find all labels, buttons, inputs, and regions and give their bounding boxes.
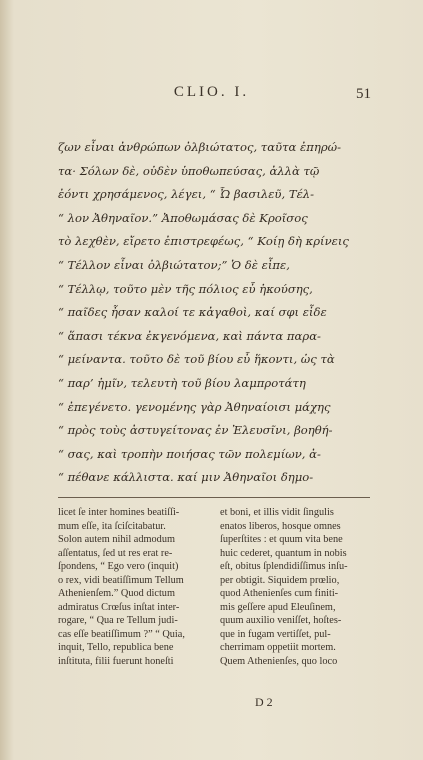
greek-line: “ ἐπεγένετο. γενομένης γὰρ Ἀθηναίοισι μάχης xyxy=(58,399,331,414)
latin-line: ſuperſtites : et quum vita bene xyxy=(220,534,343,545)
greek-text-block xyxy=(58,136,370,490)
greek-line: ἐόντι χρησάμενος, λέγει, “ Ὦ βασιλεῦ, Τέλ- xyxy=(58,187,315,202)
latin-line: inſtituta, filii fuerunt honeſti xyxy=(58,655,174,667)
greek-line: ζων εἶναι ἀνθρώπων ὀλβιώτατος, ταῦτα ἐπηρώ- xyxy=(58,140,342,154)
greek-line: τα· Σόλων δὲ, οὐδὲν ὑποθωπεύσας, ἀλλὰ τῷ xyxy=(58,163,320,178)
greek-line: “ ἅπασι τέκνα ἐκγενόμενα, καὶ πάντα παρα- xyxy=(58,328,321,343)
page-number: 51 xyxy=(356,86,371,102)
greek-line: “ μείναντα. τοῦτο δὲ τοῦ βίου εὖ ἥκοντι, ὡς τὰ xyxy=(58,352,335,367)
signature-mark: D 2 xyxy=(255,695,273,709)
page-header xyxy=(0,84,423,108)
greek-line: τὸ λεχθὲν, εἴρετο ἐπιστρεφέως, “ Κοίῃ δὴ κρίνεις xyxy=(58,234,349,249)
greek-line: “ Τέλλῳ, τοῦτο μὲν τῆς πόλιος εὖ ἡκούσης, xyxy=(58,281,313,296)
latin-line: cherrimam oppetiit mortem. xyxy=(220,642,336,653)
latin-line: et boni, et illis vidit ſingulis xyxy=(220,507,334,518)
latin-line: quum auxilio veniſſet, hoſtes- xyxy=(220,615,342,626)
greek-line: “ παῖδες ἦσαν καλοί τε κἀγαθοὶ, καί σφι εἶδε xyxy=(58,305,327,320)
latin-line: mum eſſe, ita ſciſcitabatur. xyxy=(58,520,166,532)
latin-line: admiratus Crœſus inſtat inter- xyxy=(58,601,180,613)
latin-line: rogare, “ Qua re Tellum judi- xyxy=(58,615,178,626)
latin-line: inquit, Tello, republica bene xyxy=(58,642,174,653)
greek-line: “ Τέλλον εἶναι ὀλβιώτατον;” Ὁ δὲ εἶπε, xyxy=(58,257,290,272)
latin-line: ſpondens, “ Ego vero (inquit) xyxy=(58,561,179,572)
latin-line: Athenienſem.” Quod dictum xyxy=(58,588,175,599)
running-title: CLIO. I. xyxy=(173,84,250,100)
greek-line: “ λον Ἀθηναῖον.” Ἀποθωμάσας δὲ Κροῖσος xyxy=(58,210,308,225)
latin-line: aſſentatus, ſed ut res erat re- xyxy=(58,547,173,559)
greek-line: “ παρ’ ἡμῖν, τελευτὴ τοῦ βίου λαμπροτάτη xyxy=(58,375,306,390)
latin-translation xyxy=(58,506,370,668)
latin-line: Quem Athenienſes, quo loco xyxy=(220,655,338,667)
latin-line: o rex, vidi beatiſſimum Tellum xyxy=(58,574,184,586)
latin-line: licet ſe inter homines beatiſſi- xyxy=(58,507,180,518)
latin-line: enatos liberos, hosque omnes xyxy=(220,520,341,532)
greek-line: “ σας, καὶ τροπὴν ποιήσας τῶν πολεμίων, ἀ- xyxy=(58,446,321,461)
latin-line: per obtigit. Siquidem prœlio, xyxy=(220,574,340,586)
greek-line: “ πρὸς τοὺς ἀστυγείτονας ἐν Ἐλευσῖνι, βοηθή- xyxy=(58,423,333,438)
greek-line: “ πέθανε κάλλιστα. καί μιν Ἀθηναῖοι δημο- xyxy=(58,470,314,485)
latin-line: que in fugam vertiſſet, pul- xyxy=(220,628,331,640)
latin-line: huic cederet, quantum in nobis xyxy=(220,547,347,559)
latin-line: Solon autem nihil admodum xyxy=(58,534,175,545)
latin-line: cas eſſe beatiſſimum ?” “ Quia, xyxy=(58,628,185,640)
latin-line: quod Athenienſes cum finiti- xyxy=(220,588,339,599)
latin-line: mis geſſere apud Eleuſinem, xyxy=(220,601,336,613)
latin-column-right xyxy=(220,506,370,668)
footnote-divider xyxy=(58,497,370,498)
latin-column-left xyxy=(58,506,208,668)
latin-line: eſt, obitus ſplendidiſſimus inſu- xyxy=(220,561,348,572)
